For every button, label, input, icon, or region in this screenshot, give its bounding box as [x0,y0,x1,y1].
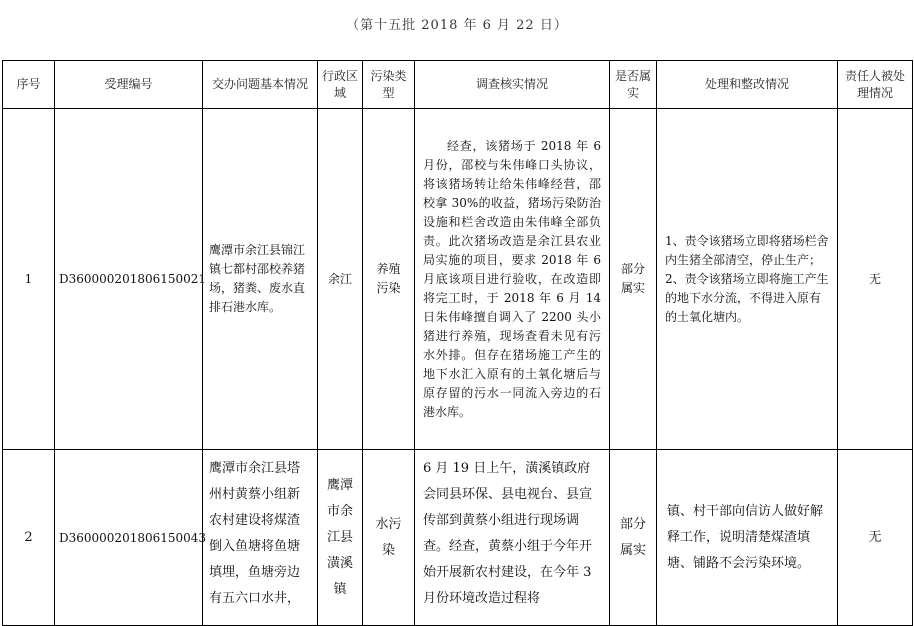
row-index: 1 [3,109,55,450]
row-investigation-cell [415,109,610,450]
table-row [3,109,913,450]
header-case-no: 受理编号 [55,61,203,109]
row-handling: 镇、村干部向信访人做好解释工作，说明清楚煤渣填塘、铺路不会污染环境。 [657,450,838,626]
header-issue: 交办问题基本情况 [203,61,318,109]
header-handling: 处理和整改情况 [657,61,838,109]
header-verified: 是否属实 [610,61,657,109]
row-index: 2 [3,450,55,626]
case-table [2,60,913,626]
header-index: 序号 [3,61,55,109]
header-pollution: 污染类型 [363,61,415,109]
row-accountability: 无 [838,450,913,626]
row-accountability: 无 [838,109,913,450]
row-verified: 部分属实 [610,450,657,626]
table-row [3,450,913,626]
batch-caption: （第十五批 2018 年 6 月 22 日） [346,18,568,33]
header-region: 行政区域 [318,61,363,109]
row-issue: 鹰潭市余江县塔州村黄蔡小组新农村建设将煤渣倒入鱼塘将鱼塘填埋，鱼塘旁边有五六口水井， [209,461,301,606]
row-case-no: D360000201806150043 [55,450,203,626]
header-investigation: 调查核实情况 [415,61,610,109]
row-case-no: D360000201806150021 [55,109,203,450]
header-accountability: 责任人被处理情况 [838,61,913,109]
row-investigation-cell [415,450,610,626]
row-issue: 鹰潭市余江县锦江镇七都村邵校养猪场，猪粪、废水直排石港水库。 [203,109,318,450]
row-pollution: 水污染 [363,450,415,626]
row-handling-cell [657,109,838,450]
row-verified: 部分属实 [610,109,657,450]
row-investigation: 经查，该猪场于 2018 年 6 月份，邵校与朱伟峰口头协议，将该猪场转让给朱伟峰经营，邵校拿 30%的收益，猪场污染防治设施和栏舍改造由朱伟峰全部负责。此次猪场改造是余江县农业局实施的项目，要求 2018 年 6 月底该项目进行验收，在改造即将完工时，于 2018 年 6 月 14 日朱伟峰擅自调入了 2200 头小猪进行养殖，现场查看未见有污水外排。但存在猪场施工产生的地下水汇入原有的土氧化塘后与原存留的污水一同流入旁边的石港水库。 [423,138,601,419]
row-investigation: 6 月 19 日上午，潢溪镇政府会同县环保、县电视台、县宣传部到黄蔡小组进行现场调查。经查，黄蔡小组于今年开始开展新农村建设，在今年 3 月份环境改造过程将 [423,461,593,606]
row-region: 余江 [318,109,363,450]
row-pollution: 养殖污染 [363,109,415,450]
case-table-container [2,60,912,626]
row-handling: 1、责令该猪场立即将猪场栏舍内生猪全部清空，停止生产； 2、责令该猪场立即将施工产生的地下水分流，不得进入原有的土氧化塘内。 [665,233,829,324]
row-issue-cell [203,450,318,626]
row-region: 鹰潭市余江县潢溪镇 [318,450,363,626]
header-row [3,61,913,109]
